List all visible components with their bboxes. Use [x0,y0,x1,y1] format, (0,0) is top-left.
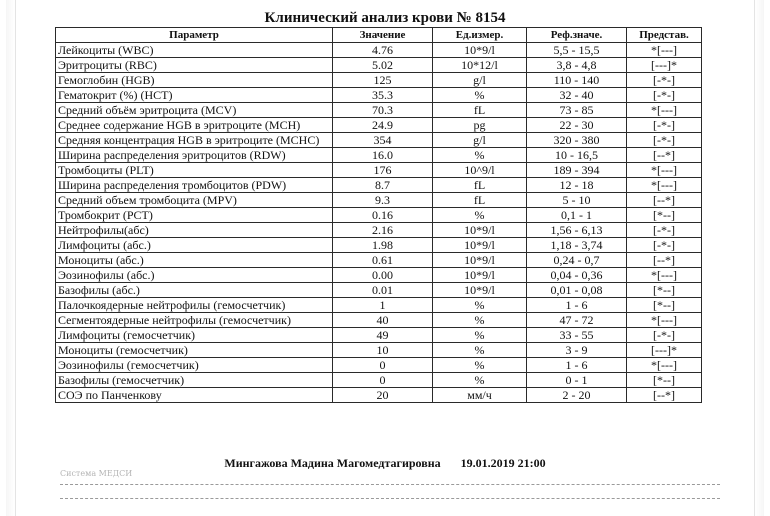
reference-range: 10 - 16,5 [527,148,627,163]
parameter-name: Тромбокрит (PCT) [56,208,333,223]
result-value: 0.61 [333,253,433,268]
unit-cell: pg [433,118,527,133]
parameter-name: Лимфоциты (абс.) [56,238,333,253]
unit-cell: 10^9/l [433,163,527,178]
table-row [56,163,702,178]
result-value: 5.02 [333,58,433,73]
result-value: 0.00 [333,268,433,283]
range-indicator: [-*-] [627,118,702,133]
parameter-name: Средний объем тромбоцита (MPV) [56,193,333,208]
unit-cell: % [433,148,527,163]
column-header-representation: Представ. [627,28,702,43]
unit-cell: 10*9/l [433,268,527,283]
table-row [56,343,702,358]
range-indicator: [-*-] [627,328,702,343]
parameter-name: Моноциты (гемосчетчик) [56,343,333,358]
reference-range: 47 - 72 [527,313,627,328]
parameter-name: Тромбоциты (PLT) [56,163,333,178]
result-value: 24.9 [333,118,433,133]
unit-cell: 10*9/l [433,283,527,298]
unit-cell: fL [433,103,527,118]
result-value: 9.3 [333,193,433,208]
result-value: 1.98 [333,238,433,253]
range-indicator: *[---] [627,43,702,58]
parameter-name: Гемоглобин (HGB) [56,73,333,88]
range-indicator: [--*] [627,193,702,208]
reference-range: 3 - 9 [527,343,627,358]
column-header-unit: Ед.измер. [433,28,527,43]
unit-cell: % [433,208,527,223]
range-indicator: [---]* [627,343,702,358]
page-edge-right [754,0,764,516]
reference-range: 22 - 30 [527,118,627,133]
range-indicator: *[---] [627,163,702,178]
parameter-name: Ширина распределения эритроцитов (RDW) [56,148,333,163]
doctor-name: Мингажова Мадина Магомедтагировна [224,456,441,470]
table-row [56,298,702,313]
parameter-name: Нейтрофилы(абс) [56,223,333,238]
range-indicator: [--*] [627,388,702,403]
range-indicator: [-*-] [627,133,702,148]
unit-cell: 10*12/l [433,58,527,73]
reference-range: 0 - 1 [527,373,627,388]
reference-range: 0,24 - 0,7 [527,253,627,268]
result-value: 49 [333,328,433,343]
reference-range: 0,01 - 0,08 [527,283,627,298]
range-indicator: [*--] [627,208,702,223]
table-row [56,178,702,193]
reference-range: 5,5 - 15,5 [527,43,627,58]
result-value: 354 [333,133,433,148]
parameter-name: Эритроциты (RBC) [56,58,333,73]
parameter-name: Лейкоциты (WBC) [56,43,333,58]
reference-range: 12 - 18 [527,178,627,193]
unit-cell: 10*9/l [433,253,527,268]
reference-range: 5 - 10 [527,193,627,208]
table-row [56,58,702,73]
result-value: 10 [333,343,433,358]
unit-cell: g/l [433,73,527,88]
table-row [56,223,702,238]
result-value: 40 [333,313,433,328]
range-indicator: *[---] [627,268,702,283]
unit-cell: мм/ч [433,388,527,403]
parameter-name: Палочкоядерные нейтрофилы (гемосчетчик) [56,298,333,313]
range-indicator: [--*] [627,148,702,163]
range-indicator: [--*] [627,253,702,268]
range-indicator: [-*-] [627,238,702,253]
range-indicator: *[---] [627,178,702,193]
unit-cell: % [433,358,527,373]
range-indicator: *[---] [627,103,702,118]
parameter-name: Базофилы (гемосчетчик) [56,373,333,388]
reference-range: 189 - 394 [527,163,627,178]
unit-cell: 10*9/l [433,223,527,238]
table-row [56,88,702,103]
result-value: 176 [333,163,433,178]
table-row [56,103,702,118]
unit-cell: % [433,298,527,313]
table-row [56,358,702,373]
unit-cell: fL [433,178,527,193]
dashed-divider [60,484,720,485]
system-label: Система МЕДСИ [60,469,133,478]
reference-range: 73 - 85 [527,103,627,118]
parameter-name: Лимфоциты (гемосчетчик) [56,328,333,343]
table-row [56,388,702,403]
reference-range: 0,04 - 0,36 [527,268,627,283]
table-row [56,283,702,298]
parameter-name: Сегментоядерные нейтрофилы (гемосчетчик) [56,313,333,328]
result-value: 1 [333,298,433,313]
range-indicator: [*--] [627,283,702,298]
results-body [56,43,702,403]
unit-cell: % [433,313,527,328]
results-table [55,27,702,403]
column-header-parameter: Параметр [56,28,333,43]
column-header-value: Значение [333,28,433,43]
reference-range: 320 - 380 [527,133,627,148]
result-value: 70.3 [333,103,433,118]
reference-range: 0,1 - 1 [527,208,627,223]
table-row [56,43,702,58]
parameter-name: Эозинофилы (абс.) [56,268,333,283]
reference-range: 110 - 140 [527,73,627,88]
parameter-name: Моноциты (абс.) [56,253,333,268]
reference-range: 32 - 40 [527,88,627,103]
parameter-name: Базофилы (абс.) [56,283,333,298]
table-header-row [56,28,702,43]
result-value: 0.01 [333,283,433,298]
result-value: 4.76 [333,43,433,58]
result-value: 35.3 [333,88,433,103]
parameter-name: Средняя концентрация HGB в эритроците (MCHC) [56,133,333,148]
unit-cell: fL [433,193,527,208]
reference-range: 1,56 - 6,13 [527,223,627,238]
dashed-divider [60,498,720,499]
range-indicator: *[---] [627,358,702,373]
range-indicator: *[---] [627,313,702,328]
parameter-name: СОЭ по Панченкову [56,388,333,403]
reference-range: 33 - 55 [527,328,627,343]
result-value: 0.16 [333,208,433,223]
reference-range: 3,8 - 4,8 [527,58,627,73]
unit-cell: g/l [433,133,527,148]
unit-cell: % [433,88,527,103]
table-row [56,118,702,133]
result-value: 125 [333,73,433,88]
range-indicator: [-*-] [627,88,702,103]
parameter-name: Гематокрит (%) (HCT) [56,88,333,103]
result-value: 0 [333,373,433,388]
report-datetime: 19.01.2019 21:00 [460,456,546,470]
parameter-name: Ширина распределения тромбоцитов (PDW) [56,178,333,193]
unit-cell: 10*9/l [433,43,527,58]
column-header-reference: Реф.значе. [527,28,627,43]
unit-cell: % [433,343,527,358]
result-value: 2.16 [333,223,433,238]
page-edge-left [6,0,16,516]
unit-cell: % [433,373,527,388]
reference-range: 1 - 6 [527,358,627,373]
range-indicator: [-*-] [627,223,702,238]
reference-range: 1 - 6 [527,298,627,313]
table-row [56,133,702,148]
range-indicator: [*--] [627,373,702,388]
table-row [56,73,702,88]
table-row [56,313,702,328]
unit-cell: 10*9/l [433,238,527,253]
range-indicator: [*--] [627,298,702,313]
table-row [56,373,702,388]
table-row [56,238,702,253]
result-value: 20 [333,388,433,403]
table-row [56,208,702,223]
table-row [56,253,702,268]
reference-range: 2 - 20 [527,388,627,403]
table-row [56,148,702,163]
range-indicator: [-*-] [627,73,702,88]
report-title: Клинический анализ крови № 8154 [264,10,506,26]
result-value: 0 [333,358,433,373]
range-indicator: [---]* [627,58,702,73]
table-row [56,328,702,343]
table-row [56,268,702,283]
result-value: 16.0 [333,148,433,163]
parameter-name: Среднее содержание HGB в эритроците (MCH) [56,118,333,133]
table-row [56,193,702,208]
result-value: 8.7 [333,178,433,193]
unit-cell: % [433,328,527,343]
reference-range: 1,18 - 3,74 [527,238,627,253]
parameter-name: Средний объём эритроцита (MCV) [56,103,333,118]
parameter-name: Эозинофилы (гемосчетчик) [56,358,333,373]
